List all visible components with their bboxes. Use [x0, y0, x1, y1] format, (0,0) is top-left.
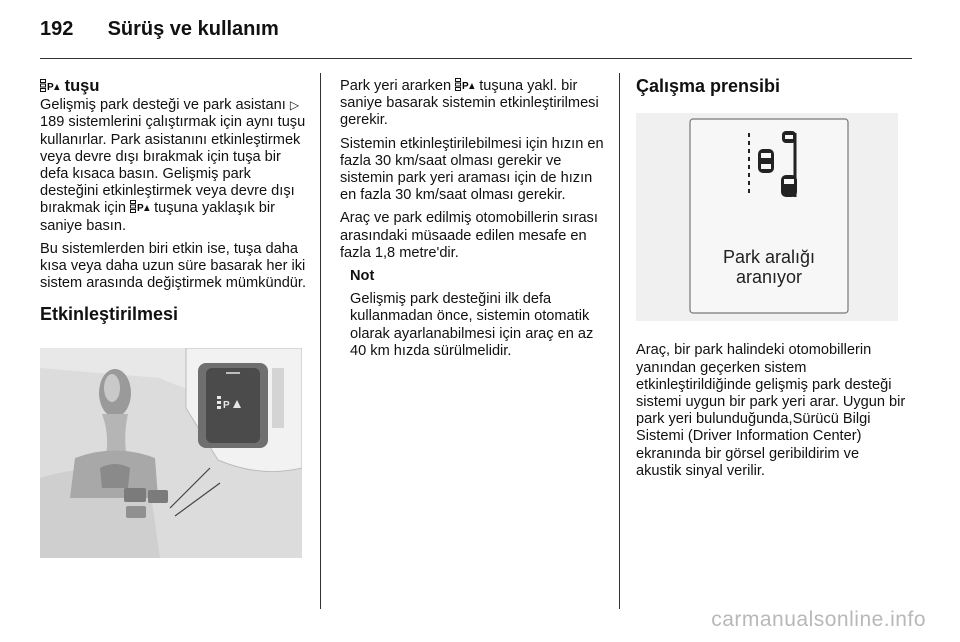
parked-car-icon: [782, 131, 796, 143]
button-heading: [40, 78, 310, 95]
text-run: tuşuna yakl. bir saniye basarak sistemin etkinleştirilmesi gerekir.: [340, 78, 599, 129]
section-heading: Çalışma prensibi: [636, 76, 781, 96]
display-text-line1: Park aralığı: [722, 247, 816, 268]
page-header: [40, 18, 279, 41]
paragraph: Araç, bir park halindeki otomobillerin yanından geçerken sistem etkinleştirildiğinde gelişmiş park desteği sistemi uygun bir park yeri arar. Uygun bir park yeri bulunduğunda,Sürücü Bilgi Sistemi (Driver Information Center) ekranında bir görsel geribildirim ve akustik sinyal verilir.: [636, 342, 906, 479]
park-assist-icon: [40, 79, 60, 92]
text-run: Park yeri ararken: [340, 78, 452, 94]
watermark: carmanualsonline.info: [711, 608, 926, 631]
parked-car-icon: [781, 175, 797, 197]
paragraph: [40, 97, 310, 235]
text-run: 189 sistemlerini çalıştırmak için aynı tuşu kullanırlar. Park asistanını etkinleştirmek veya devre dışı bırakmak için tuşa bir defa kısaca basın. Gelişmiş park desteğini etkinleştirmek veya devre dışı bırakmak için: [40, 114, 306, 217]
park-assist-icon: [130, 200, 150, 213]
paragraph: Sistemin etkinleştirilebilmesi için hızın en fazla 30 km/saat olması gerekir ve sistemin park yeri araması için de hızın en fazla 30 km/saat olması gerekir.: [340, 135, 604, 204]
header-rule: [40, 58, 912, 59]
note-title: Not: [350, 268, 375, 285]
button-heading-text: tuşu: [64, 77, 100, 95]
text-run: Gelişmiş park desteği ve park asistanı: [40, 97, 286, 114]
triangle-reference-icon: ▷: [289, 98, 300, 113]
svg-text:P: P: [462, 81, 469, 91]
page-number: 192: [40, 18, 74, 40]
svg-text:P: P: [47, 82, 54, 92]
column-divider-1: [320, 73, 321, 609]
note-box: [340, 268, 608, 360]
paragraph: [340, 78, 608, 130]
svg-text:P: P: [223, 399, 230, 411]
column-2: [340, 78, 608, 366]
svg-text:P: P: [137, 203, 144, 214]
column-3: [636, 78, 908, 486]
subheading: Etkinleştirilmesi: [40, 304, 179, 325]
text-run: tuşuna yaklaşık bir saniye basın.: [40, 200, 275, 234]
paragraph: Bu sistemlerden biri etkin ise, tuşa daha kısa veya daha uzun süre basarak her iki sistem arasında değiştirmek mümkündür.: [40, 240, 307, 292]
car-icon: [758, 149, 774, 173]
park-assist-icon: [455, 78, 475, 91]
section-title: Sürüş ve kullanım: [107, 18, 279, 40]
paragraph: Araç ve park edilmiş otomobillerin sırası arasındaki müsaade edilen mesafe en fazla 1,8 metre'dir.: [340, 210, 598, 261]
dic-display-illustration: [636, 113, 898, 321]
column-1: [40, 78, 310, 563]
column-divider-2: [619, 73, 620, 609]
console-button-illustration: [40, 348, 302, 558]
note-text: Gelişmiş park desteğini ilk defa kullanmadan önce, sistemin otomatik olarak ayarlanabilmesi için araç en az 40 km hızda sürülmelidir.: [350, 291, 594, 359]
display-text-line2: aranıyor: [735, 267, 803, 288]
